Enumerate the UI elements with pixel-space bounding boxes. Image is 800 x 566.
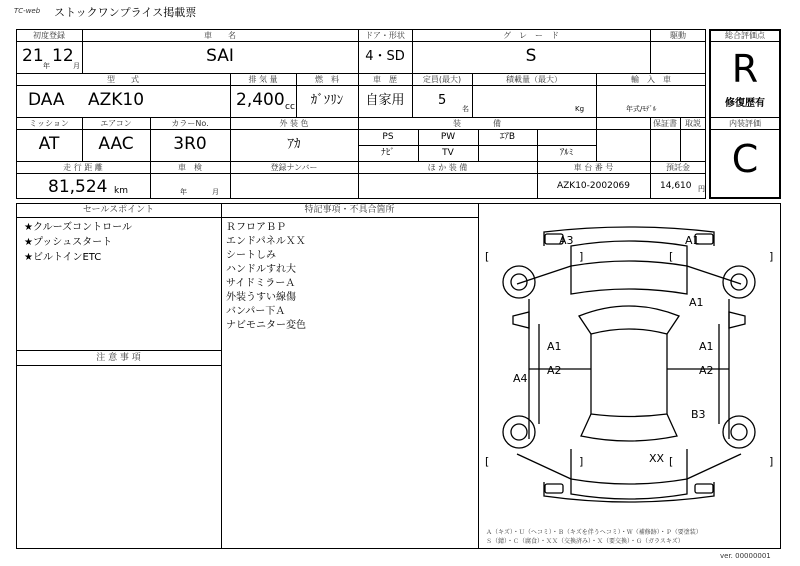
bracket: ] xyxy=(579,250,584,263)
roof-outline xyxy=(591,334,667,417)
label-capacity: 定員(最大) xyxy=(422,75,462,84)
note-item: バンパー下Ａ xyxy=(226,306,286,317)
sales-point-item: ★プッシュスタート xyxy=(24,237,113,248)
grade-value: S xyxy=(525,46,537,66)
label-grade: グ レ ー ド xyxy=(503,31,559,40)
damage-mark: A2 xyxy=(699,364,714,377)
logo: TC-web xyxy=(14,7,41,15)
rear-window-outline xyxy=(581,414,677,441)
interior-score: C xyxy=(731,137,759,181)
unit-year: 年 xyxy=(43,62,50,70)
label-history: 車 歴 xyxy=(373,75,397,84)
label-door-shape: ドア・形状 xyxy=(365,31,405,40)
label-manual: 取説 xyxy=(685,119,701,128)
displacement-value: 2,400 xyxy=(236,90,285,110)
bracket: [ xyxy=(485,250,490,263)
note-item: シートしみ xyxy=(226,250,276,261)
equip-tv: TV xyxy=(442,148,454,158)
inspection-year-unit: 年 xyxy=(180,188,187,196)
label-displacement: 排 気 量 xyxy=(248,75,278,84)
label-equipment: 装 備 xyxy=(453,119,501,128)
capacity-value: 5 xyxy=(438,93,447,108)
fuel-value: ｶﾞｿﾘﾝ xyxy=(310,93,344,108)
mission-value: AT xyxy=(38,134,60,154)
label-sales-points: セールスポイント xyxy=(82,205,155,215)
damage-mark: A2 xyxy=(547,364,562,377)
label-aircon: エアコン xyxy=(100,119,132,128)
label-mileage: 走 行 距 離 xyxy=(63,163,103,172)
car-name-value: SAI xyxy=(206,46,234,66)
repair-history: 修復歴有 xyxy=(725,98,765,109)
history-value: 自家用 xyxy=(365,93,405,108)
unit-yen: 円 xyxy=(698,185,705,193)
damage-mark: A4 xyxy=(513,372,528,385)
note-item: サイドミラーＡ xyxy=(226,278,296,289)
aircon-value: AAC xyxy=(98,134,134,154)
first-reg-year: 21 xyxy=(22,46,44,66)
label-reg-number: 登録ナンバー xyxy=(270,163,318,172)
note-item: ハンドルすれ大 xyxy=(226,264,296,275)
equip-ps: PS xyxy=(382,132,394,142)
damage-mark: A1 xyxy=(547,340,562,353)
door-shape-value: 4・SD xyxy=(365,49,405,64)
equip-airbag: ｴｱB xyxy=(499,132,516,142)
damage-mark: B3 xyxy=(691,408,706,421)
sales-point-item: ★ビルトインETC xyxy=(24,252,102,263)
label-drive: 駆動 xyxy=(670,31,686,40)
unit-model-year: 年式/ﾓﾃﾞﾙ xyxy=(626,105,657,113)
overall-score: R xyxy=(731,47,759,91)
label-interior-eval: 内装評価 xyxy=(729,119,761,128)
equip-navi: ﾅﾋﾞ xyxy=(381,148,395,158)
label-car-name: 車 名 xyxy=(204,31,236,40)
exterior-color-value: ｱｶ xyxy=(287,137,301,152)
page-title: ストックワンプライス掲載票 xyxy=(54,6,197,19)
unit-cc: cc xyxy=(285,102,295,112)
label-import: 輸 入 車 xyxy=(631,75,671,84)
windshield-outline xyxy=(579,306,679,334)
bracket: ] xyxy=(769,455,774,468)
mileage-value: 81,524 xyxy=(48,177,108,197)
label-load: 積載量（最大） xyxy=(506,75,562,84)
hood-outline xyxy=(571,266,687,294)
label-other-equip: ほ か 装 備 xyxy=(427,163,468,172)
label-model: 型 式 xyxy=(107,75,139,84)
note-item: ＲフロアＢＰ xyxy=(226,222,286,233)
unit-kg: Kg xyxy=(575,105,585,113)
damage-mark: A1 xyxy=(699,340,714,353)
label-fuel: 燃 料 xyxy=(315,75,339,84)
damage-mark: A3 xyxy=(559,234,574,247)
equip-alloy: ｱﾙﾐ xyxy=(559,148,574,158)
note-item: エンドパネルＸＸ xyxy=(226,236,306,247)
bracket: [ xyxy=(485,455,490,468)
legend-line-1: Ａ（キズ）・Ｕ（ヘコミ）・Ｂ（キズを伴うヘコミ）・Ｗ（補修跡）・Ｐ（要塗装） xyxy=(486,529,702,536)
color-no-value: 3R0 xyxy=(173,134,207,154)
label-overall-eval: 総合評価点 xyxy=(725,31,765,40)
label-notes: 特記事項・不具合箇所 xyxy=(304,205,395,215)
bracket: [ xyxy=(669,250,674,263)
damage-mark: A1 xyxy=(685,234,700,247)
label-price: 預託金 xyxy=(666,163,690,172)
bracket: ] xyxy=(769,250,774,263)
label-color-no: カラーNo. xyxy=(171,119,209,128)
version-label: ver. 00000001 xyxy=(720,552,771,560)
model-prefix: DAA xyxy=(28,90,65,110)
bracket: ] xyxy=(579,455,584,468)
label-first-reg: 初度登録 xyxy=(33,31,65,40)
label-cautions: 注 意 事 項 xyxy=(96,353,141,363)
label-inspection: 車 検 xyxy=(178,163,202,172)
car-diagram xyxy=(479,204,780,548)
chassis-no-value: AZK10-2002069 xyxy=(556,181,630,191)
inspection-month-unit: 月 xyxy=(212,188,219,196)
model-code: AZK10 xyxy=(88,90,145,110)
note-item: 外装うすい線傷 xyxy=(226,292,296,303)
unit-km: km xyxy=(114,186,128,196)
damage-mark: XX xyxy=(649,452,665,465)
damage-mark: A1 xyxy=(689,296,704,309)
unit-month: 月 xyxy=(73,62,80,70)
label-chassis-no: 車 台 番 号 xyxy=(573,163,614,172)
label-warranty: 保証書 xyxy=(653,119,677,128)
label-exterior: 外 装 色 xyxy=(279,119,309,128)
sales-point-item: ★クルーズコントロール xyxy=(24,222,132,233)
legend-line-2: Ｓ（錆）・Ｃ（腐食）・ＸＸ（交換済み）・Ｘ（要交換）・Ｇ（ガラスキズ） xyxy=(486,538,684,545)
bracket: [ xyxy=(669,455,674,468)
unit-persons: 名 xyxy=(462,105,469,113)
equip-pw: PW xyxy=(440,132,456,142)
note-item: ナビモニター変色 xyxy=(226,320,306,331)
deposit-value: 14,610 xyxy=(660,181,692,191)
first-reg-month: 12 xyxy=(52,46,74,66)
label-mission: ミッション xyxy=(29,119,69,128)
